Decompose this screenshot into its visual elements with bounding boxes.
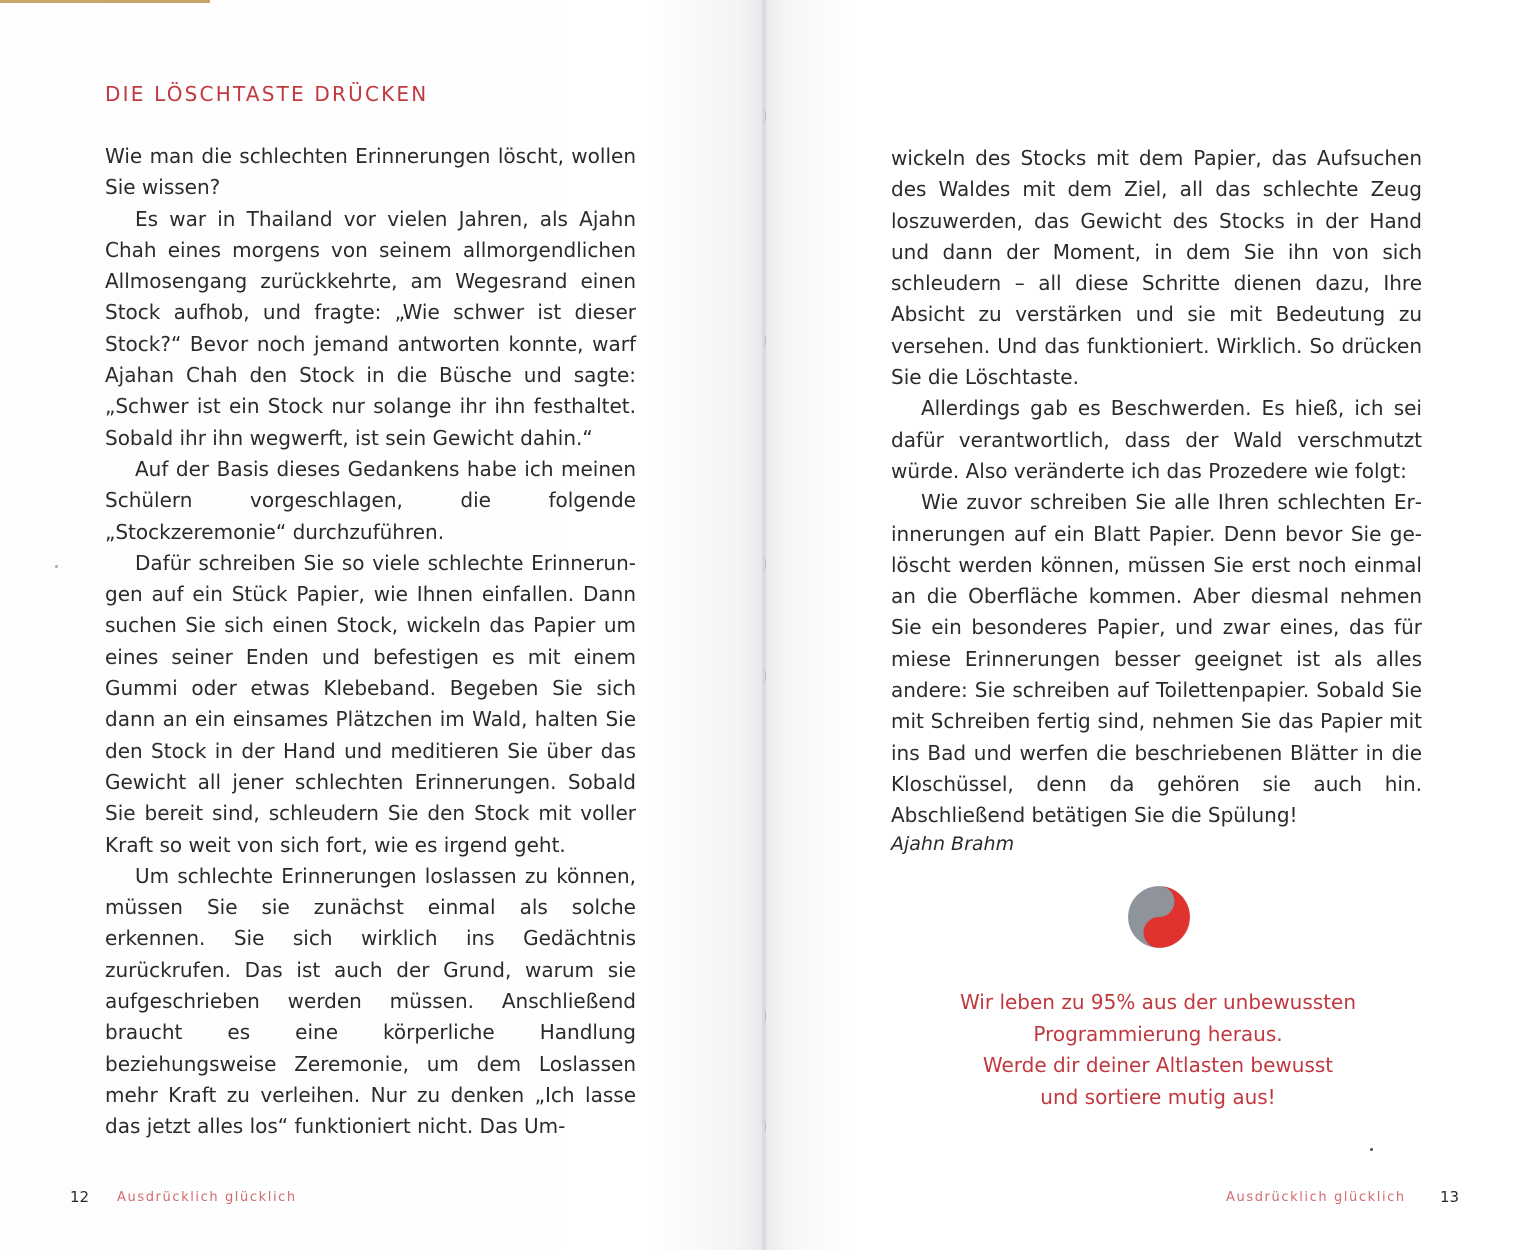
chapter-heading: DIE LÖSCHTASTE DRÜCKEN bbox=[105, 82, 429, 106]
page-edge-strip bbox=[0, 0, 210, 3]
book-gutter bbox=[762, 0, 766, 1250]
quote-line: Programmierung heraus. bbox=[1033, 1021, 1283, 1046]
running-title-left: Ausdrücklich glücklich bbox=[117, 1190, 297, 1205]
paper-speck bbox=[1370, 1148, 1373, 1151]
highlight-quote bbox=[900, 987, 1416, 1113]
author-signature: Ajahn Brahm bbox=[891, 833, 1015, 855]
paragraph: Es war in Thailand vor vielen Jahren, als Ajahn Chah eines morgens von seinem allmorgendlichen Allmosengang zurückkehrte, am Wegesrand einen Stock aufhob, und fragte: „Wie schwer ist dieser Stock?“ Bevor noch jemand antworten konnte, warf Ajahan Chah den Stock in die Büsche und sagte: „Schwer ist ein Stock nur solange ihr ihn festhaltet. Sobald ihr ihn wegwerft, ist sein Gewicht dahin.“ bbox=[105, 206, 636, 450]
page-number-left: 12 bbox=[70, 1188, 90, 1206]
running-title-right: Ausdrücklich glücklich bbox=[1226, 1190, 1406, 1205]
paper-speck bbox=[55, 565, 58, 568]
quote-line: Werde dir deiner Altlasten bewusst bbox=[982, 1053, 1334, 1077]
paragraph: Dafür schreiben Sie so viele schlechte Erinnerungen auf ein Stück Papier, wie Ihnen einfallen. Dann suchen Sie sich einen Stock, wickeln das Papier um eines seiner Enden und befestigen es mit einem Gummi oder etwas Klebeband. Begeben Sie sich dann an ein einsames Plätzchen im Wald, halten Sie den Stock in der Hand und meditieren Sie über das Gewicht all jener schlechten Erinnerungen. Sobald Sie bereit sind, schleudern Sie den Stock mit voller Kraft so weit von sich fort, wie es irgend geht. bbox=[105, 550, 636, 857]
right-body-text bbox=[891, 143, 1422, 832]
quote-line: und sortiere mutig aus! bbox=[1040, 1084, 1276, 1109]
quote-line: Wir leben zu 95% aus der unbewussten bbox=[959, 990, 1357, 1014]
paragraph: Allerdings gab es Beschwerden. Es hieß, ich sei dafür verantwortlich, dass der Wald verschmutzt würde. Also veränderte ich das Prozedere wie folgt: bbox=[891, 396, 1422, 483]
paragraph: wickeln des Stocks mit dem Papier, das Aufsuchen des Waldes mit dem Ziel, all das schlechte Zeug loszuwerden, das Gewicht des Stocks in der Hand und dann der Moment, in dem Sie ihn von sich schleudern – all diese Schritte dienen dazu, Ihre Absicht zu verstärken und sie mit Bedeutung zu versehen. Und das funktioniert. Wirklich. So drücken Sie die Löschtaste. bbox=[891, 146, 1422, 390]
paragraph: Wie man die schlechten Erinnerungen löscht, wollen Sie wissen? bbox=[105, 144, 636, 200]
paragraph: Wie zuvor schreiben Sie alle Ihren schlechten Erinnerungen auf ein Blatt Papier. Denn bevor Sie gelöscht werden können, müssen Sie erst noch einmal an die Oberfläche kommen. Aber diesmal nehmen Sie ein besonderes Papier, und zwar eines, das für miese Erinnerungen besser geeignet ist als alles andere: Sie schreiben auf Toilettenpapier. Sobald Sie mit Schreiben fertig sind, nehmen Sie das Papier mit ins Bad und werfen die beschriebenen Blätter in die Kloschüssel, denn da gehören sie auch hin. Abschließend betätigen Sie die Spülung! bbox=[891, 490, 1422, 828]
yin-yang-logo-icon bbox=[1126, 884, 1192, 950]
page-number-right: 13 bbox=[1440, 1188, 1460, 1206]
paragraph: Um schlechte Erinnerungen loslassen zu können, müssen Sie sie zunächst einmal als solche erkennen. Sie sich wirklich ins Gedächtnis zurückrufen. Das ist auch der Grund, warum sie aufgeschrieben werden müssen. Anschließend braucht es eine körperliche Handlung beziehungsweise Zeremonie, um dem Loslassen mehr Kraft zu verleihen. Nur zu denken „Ich lasse das jetzt alles los“ funktioniert nicht. Das Um- bbox=[105, 863, 636, 1139]
paragraph: Auf der Basis dieses Gedankens habe ich meinen Schülern vorgeschlagen, die folgende „Stockzeremonie“ durchzuführen. bbox=[105, 456, 636, 544]
left-body-text bbox=[105, 141, 636, 1143]
